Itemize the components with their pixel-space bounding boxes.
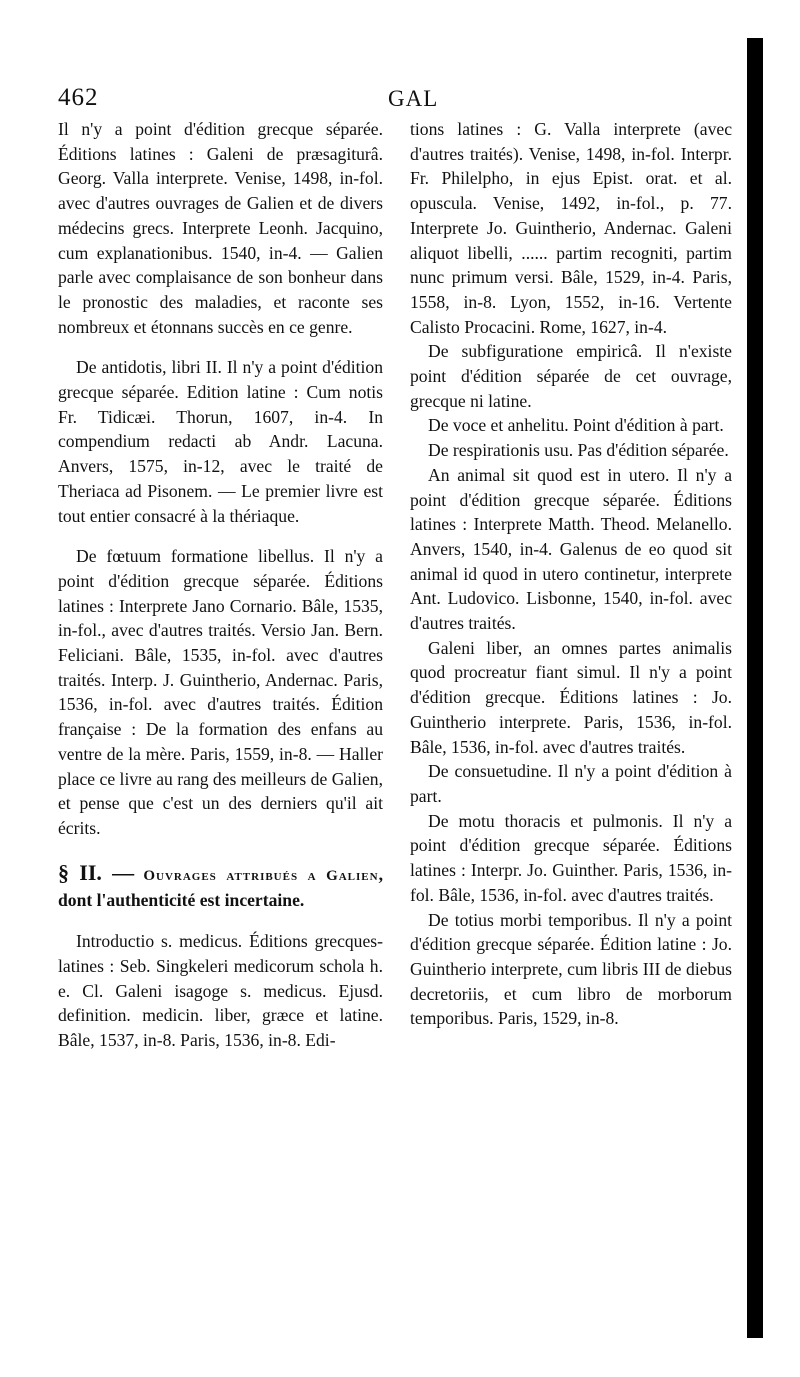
paragraph: De voce et anhelitu. Point d'édition à part. xyxy=(428,415,724,436)
paragraph: De consuetudine. Il n'y a point d'édition à part. xyxy=(410,761,732,806)
paragraph: An animal sit quod est in utero. Il n'y a point d'édition grecque séparée. Éditions latines : Interprete Matth. Theod. Melanello. Anvers, 1540, in-4. Galenus de eo quod sit animal id quod in utero continetur, interprete Ant. Ludovico. Lisbonne, 1540, in-fol. avec d'autres traités. xyxy=(410,464,732,634)
section-title: Ouvrages attribués a Galien xyxy=(143,867,379,884)
paragraph: De respirationis usu. Pas d'édition séparée. xyxy=(428,440,729,461)
paragraph: De totius morbi temporibus. Il n'y a point d'édition grecque séparée. Édition latine : Jo. Guintherio interprete, cum libris III de diebus decretoriis, et cum libro de morborum temporibus. Paris, 1529, in-8. xyxy=(410,909,732,1029)
paragraph: Galeni liber, an omnes partes animalis quod procreatur fiant simul. Il n'y a point d'édition grecque. Éditions latines : Jo. Guintherio interprete. Paris, 1536, in-fol. Bâle, 1536, in-fol. avec d'autres traités. xyxy=(410,637,732,757)
paragraph: De motu thoracis et pulmonis. Il n'y a point d'édition grecque séparée. Éditions latines : Interpr. Jo. Guinther. Paris, 1536, in-fol. Bâle, 1536, in-fol. avec d'autres traités. xyxy=(410,810,732,905)
section-mark: § II. — xyxy=(58,859,135,885)
running-head: GAL xyxy=(388,86,439,111)
section-rest: , dont l'authenticité est incertaine. xyxy=(58,863,383,911)
paragraph: Introductio s. medicus. Éditions grecques-latines : Seb. Singkeleri medicorum schola h. e. Cl. Galeni isagoge s. medicus. Ejusd. definition. medicin. liber, græce et latine. Bâle, 1537, in-8. Paris, 1536, in-8. Edi- xyxy=(58,931,383,1050)
paragraph: De fœtuum formatione libellus. Il n'y a point d'édition grecque séparée. Éditions latines : Interprete Jano Cornario. Bâle, 1535, in-fol., avec d'autres traités. Versio Jan. Bern. Feliciani. Bâle, 1535, in-fol. avec d'autres traités. Interp. J. Guintherio, Andernac. Paris, 1536, in-fol. avec d'autres traités. Édition française : De la formation des enfans au ventre de la mère. Paris, 1559, in-8. — Haller place ce livre au rang des meilleurs de Galien, et pense que c'est un des derniers qu'il ait écrits. xyxy=(58,546,383,838)
section-heading xyxy=(58,861,383,913)
left-column xyxy=(58,117,383,1053)
paragraph: De subfiguratione empiricâ. Il n'existe point d'édition séparée de cet ouvrage, grecque ni latine. xyxy=(410,341,732,411)
page-edge-bar xyxy=(747,38,763,1338)
paragraph: Il n'y a point d'édition grecque séparée. Éditions latines : Galeni de præsagiturâ. Georg. Valla interprete. Venise, 1498, in-fol. avec d'autres ouvrages de Galien et de divers médecins grecs. Interprete Leonh. Jacquino, cum explanationibus. 1540, in-4. — Galien parle avec complaisance de son bonheur dans le pronostic des maladies, et raconte ses nombreux et étonnans succès en ce genre. xyxy=(58,119,383,337)
paragraph: tions latines : G. Valla interprete (avec d'autres traités). Venise, 1498, in-fol. Interpr. Fr. Philelpho, in ejus Epist. orat. et al. opuscula. Venise, 1492, in-fol., p. 77. Interprete Jo. Guintherio, Andernac. Galeni aliquot libelli, ...... partim recogniti, partim nunc primum versi. Bâle, 1529, in-4. Paris, 1558, in-8. Lyon, 1552, in-16. Vertente Calisto Procacini. Rome, 1627, in-4. xyxy=(410,119,732,337)
right-column xyxy=(410,117,732,1031)
page-number: 462 xyxy=(58,84,99,111)
paragraph: De antidotis, libri II. Il n'y a point d'édition grecque séparée. Edition latine : Cum notis Fr. Tidicæi. Thorun, 1607, in-4. In compendium redacti ab Andr. Lacuna. Anvers, 1575, in-12, avec le traité de Theriaca ad Pisonem. — Le premier livre est tout entier consacré à la thériaque. xyxy=(58,357,383,526)
